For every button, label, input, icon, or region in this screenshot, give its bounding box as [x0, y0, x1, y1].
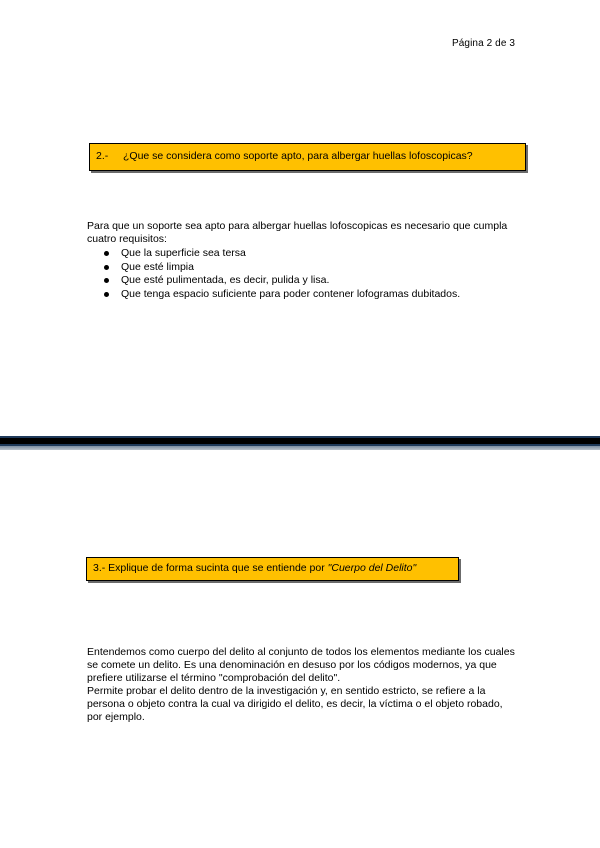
page-break-divider — [0, 436, 600, 450]
page-number: Página 2 de 3 — [452, 38, 516, 49]
question-2-text: ¿Que se considera como soporte apto, para albergar huellas lofoscopicas? — [123, 150, 473, 162]
list-item: Que la superficie sea tersa — [103, 247, 460, 261]
question-3-box — [86, 557, 459, 581]
answer-3-paragraph-2: Permite probar el delito dentro de la investigación y, en sentido estricto, se refiere a la persona o objeto contra la cual va dirigido el delito, es decir, la víctima o el objeto robado, por ejemplo. — [87, 685, 503, 723]
list-item: Que esté limpia — [103, 261, 460, 275]
requirements-list — [103, 247, 460, 301]
question-2-number: 2.- — [96, 150, 109, 162]
list-item: Que esté pulimentada, es decir, pulida y lisa. — [103, 274, 460, 288]
answer-2-intro: Para que un soporte sea apto para albergar huellas lofoscopicas es necesario que cumpla cuatro requisitos: — [87, 220, 508, 245]
question-2-box — [89, 143, 526, 171]
question-3-emphasis: "Cuerpo del Delito" — [327, 562, 417, 574]
list-item: Que tenga espacio suficiente para poder contener lofogramas dubitados. — [103, 288, 460, 302]
answer-3-paragraph-1: Entendemos como cuerpo del delito al conjunto de todos los elementos mediante los cuales se comete un delito. Es una denominación en desuso por los códigos modernos, ya que prefiere utilizarse el término "comprobación del delito". — [87, 646, 515, 684]
question-3-text: 3.- Explique de forma sucinta que se entiende por — [93, 562, 328, 574]
